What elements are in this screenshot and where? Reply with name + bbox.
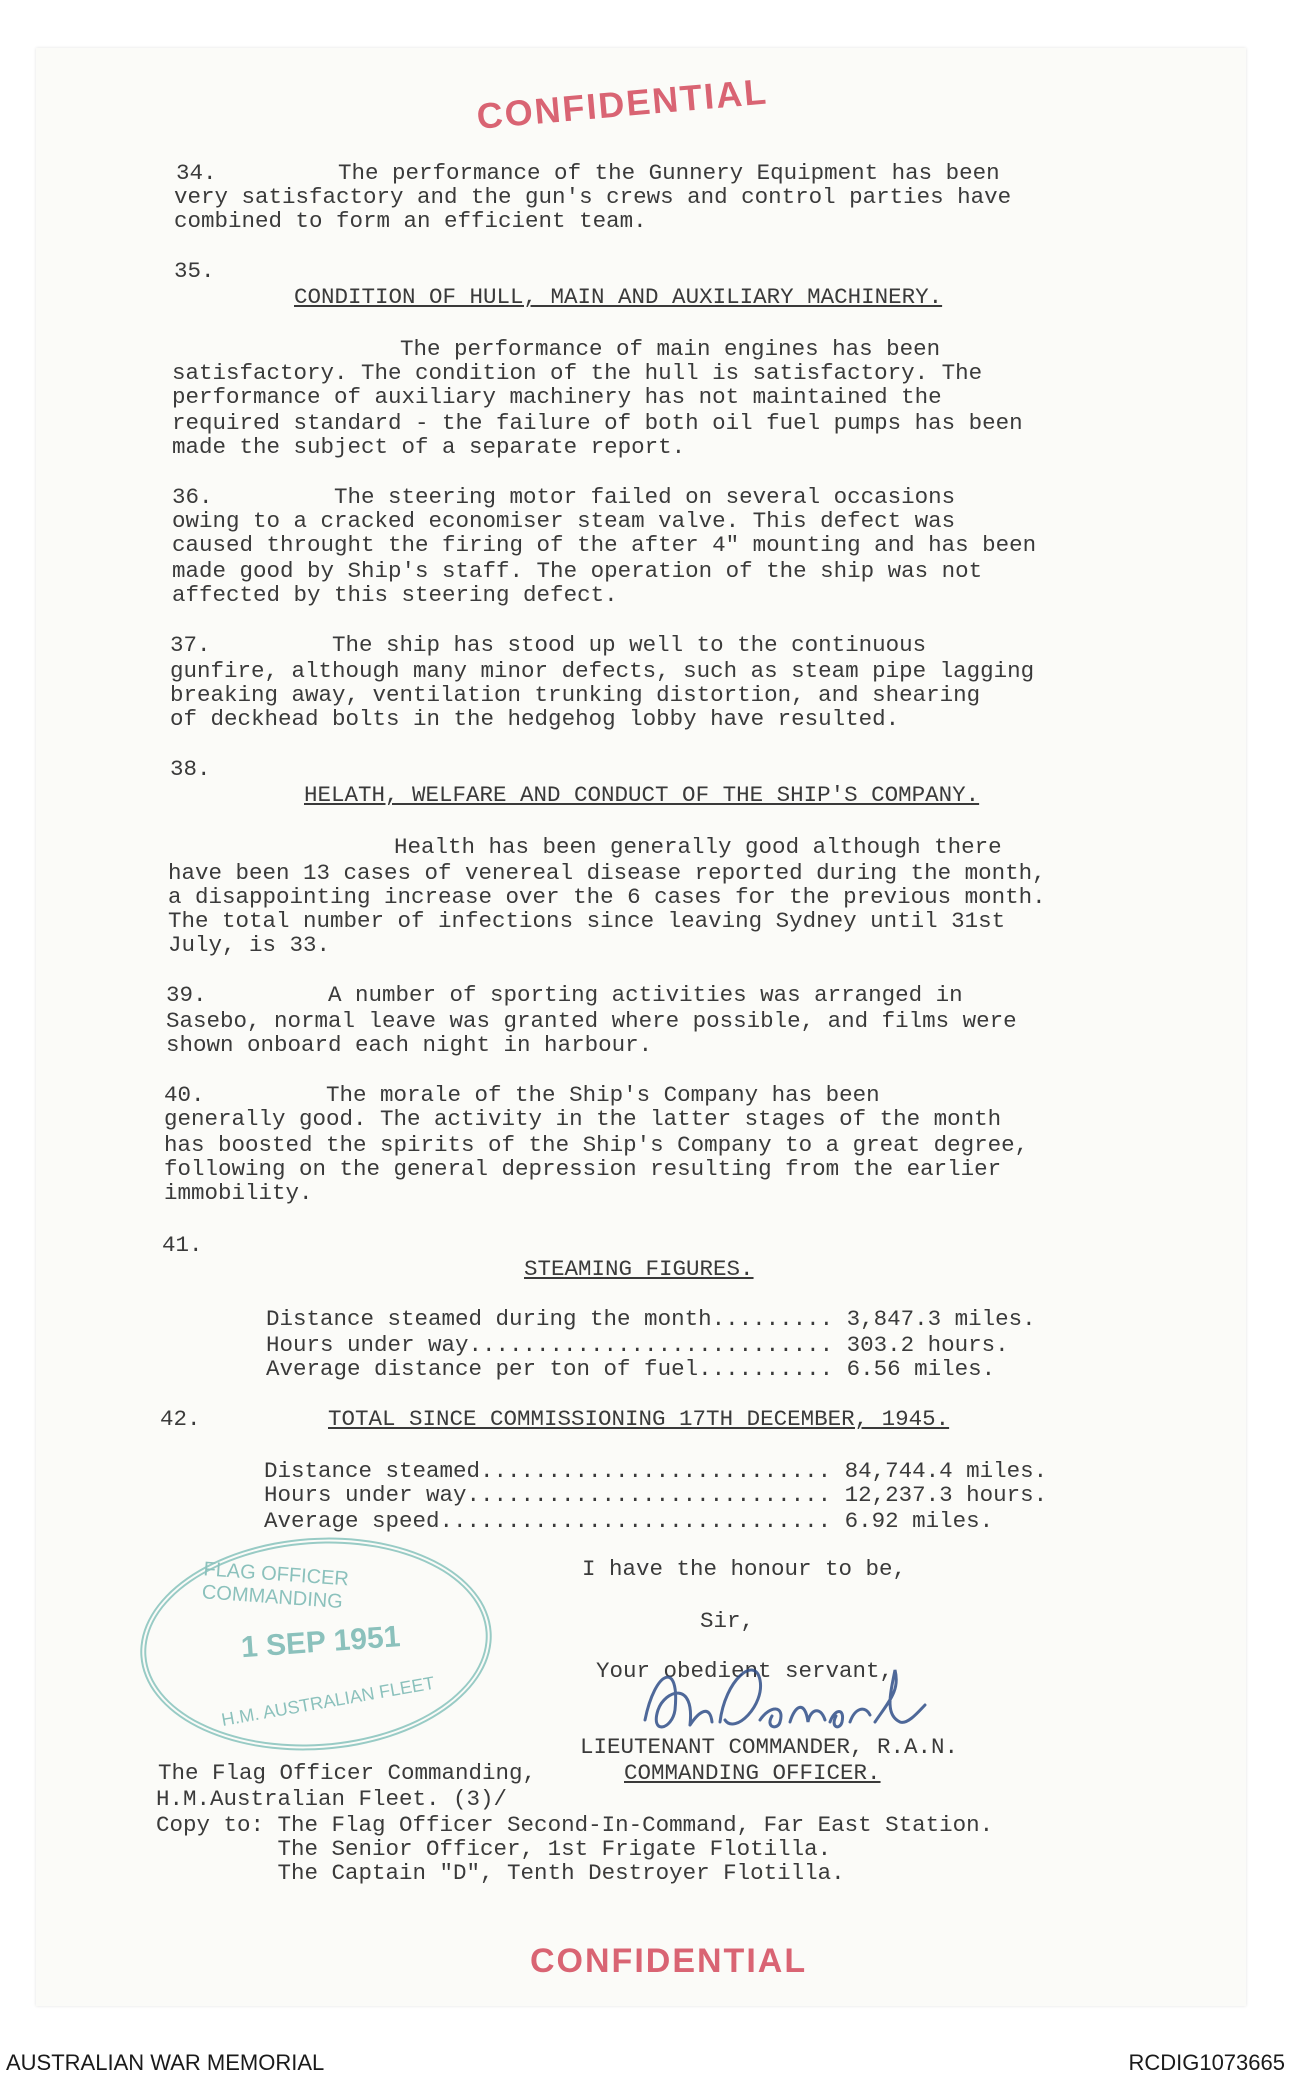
para-38-line-3: a disappointing increase over the 6 cases for the previous month. (168, 884, 1046, 910)
stamp-date-text: 1 SEP 1951 (239, 1620, 402, 1665)
para-34-line-2: very satisfactory and the gun's crews and control parties have (174, 184, 1012, 210)
copy-to-line-1: Copy to: The Flag Officer Second-In-Command, Far East Station. (156, 1812, 994, 1838)
para-40-line-5: immobility. (164, 1180, 313, 1206)
para-35-number: 35. (174, 258, 215, 284)
stamp-fleet-text: H.M. AUSTRALIAN FLEET (219, 1672, 437, 1730)
para-40-line-2: generally good. The activity in the latter stages of the month (164, 1106, 1002, 1132)
para-37-line-2: gunfire, although many minor defects, such as steam pipe lagging (170, 658, 1035, 684)
para-39-line-3: shown onboard each night in harbour. (166, 1032, 653, 1058)
para-36-line-1: 36. The steering motor failed on several occasions (172, 484, 956, 510)
closing-honour: I have the honour to be, (582, 1556, 907, 1582)
confidential-stamp-top: CONFIDENTIAL (475, 70, 770, 137)
para-36-line-2: owing to a cracked economiser steam valve. This defect was (172, 508, 956, 534)
para-38-number: 38. (170, 756, 211, 782)
total-distance-row: Distance steamed.......................... 84,744.4 miles. (264, 1458, 1048, 1484)
para-38-line-5: July, is 33. (168, 932, 331, 958)
para-40-line-1: 40. The morale of the Ship's Company has been (164, 1082, 880, 1108)
para-42-number: 42. (160, 1406, 201, 1432)
para-35-line-1: The performance of main engines has been (400, 336, 941, 362)
stamp-office-text: FLAG OFFICER COMMANDING (201, 1558, 350, 1614)
closing-servant: Your obedient servant, (596, 1658, 894, 1684)
heading-health-welfare: HELATH, WELFARE AND CONDUCT OF THE SHIP'S COMPANY. (304, 782, 980, 808)
signatory-title: COMMANDING OFFICER. (624, 1760, 881, 1786)
para-37-line-3: breaking away, ventilation trunking distortion, and shearing (170, 682, 981, 708)
footer-archive-name: AUSTRALIAN WAR MEMORIAL (6, 2050, 325, 2075)
total-speed-row: Average speed............................. 6.92 miles. (264, 1508, 994, 1534)
para-40-line-4: following on the general depression resulting from the earlier (164, 1156, 1002, 1182)
para-34-line-1: 34. The performance of the Gunnery Equipment has been (176, 160, 1000, 186)
footer-record-id: RCDIG1073665 (1128, 2050, 1285, 2075)
heading-steaming-figures: STEAMING FIGURES. (524, 1256, 754, 1282)
para-36-line-5: affected by this steering defect. (172, 582, 618, 608)
para-35-line-5: made the subject of a separate report. (172, 434, 686, 460)
para-41-number: 41. (162, 1232, 203, 1258)
heading-hull-machinery: CONDITION OF HULL, MAIN AND AUXILIARY MACHINERY. (294, 284, 943, 310)
para-38-line-2: have been 13 cases of venereal disease reported during the month, (168, 860, 1046, 886)
closing-sir: Sir, (700, 1608, 755, 1634)
para-38-line-4: The total number of infections since leaving Sydney until 31st (168, 908, 1006, 934)
addressee-line-1: The Flag Officer Commanding, (158, 1760, 537, 1786)
steaming-fuel-row: Average distance per ton of fuel.......... 6.56 miles. (266, 1356, 996, 1382)
copy-to-line-2: The Senior Officer, 1st Frigate Flotilla. (156, 1836, 832, 1862)
para-37-line-1: 37. The ship has stood up well to the continuous (170, 632, 927, 658)
para-34-line-3: combined to form an efficient team. (174, 208, 647, 234)
para-39-line-1: 39. A number of sporting activities was arranged in (166, 982, 963, 1008)
para-40-line-3: has boosted the spirits of the Ship's Company to a great degree, (164, 1132, 1029, 1158)
para-39-line-2: Sasebo, normal leave was granted where possible, and films were (166, 1008, 1017, 1034)
signatory-rank: LIEUTENANT COMMANDER, R.A.N. (580, 1734, 959, 1760)
heading-total-since-commissioning: TOTAL SINCE COMMISSIONING 17TH DECEMBER, 1945. (328, 1406, 950, 1432)
para-36-line-3: caused throught the firing of the after 4" mounting and has been (172, 532, 1037, 558)
para-35-line-2: satisfactory. The condition of the hull is satisfactory. The (172, 360, 983, 386)
para-35-line-3: performance of auxiliary machinery has not maintained the (172, 384, 942, 410)
confidential-stamp-bottom: CONFIDENTIAL (530, 1942, 808, 1980)
para-35-line-4: required standard - the failure of both oil fuel pumps has been (172, 410, 1023, 436)
steaming-hours-row: Hours under way........................... 303.2 hours. (266, 1332, 1009, 1358)
addressee-line-2: H.M.Australian Fleet. (3)/ (156, 1786, 508, 1812)
steaming-distance-row: Distance steamed during the month......... 3,847.3 miles. (266, 1306, 1036, 1332)
signature-image (640, 1650, 930, 1745)
total-hours-row: Hours under way........................... 12,237.3 hours. (264, 1482, 1048, 1508)
copy-to-line-3: The Captain "D", Tenth Destroyer Flotilla. (156, 1860, 845, 1886)
para-38-line-1: Health has been generally good although there (394, 834, 1002, 860)
para-36-line-4: made good by Ship's staff. The operation of the ship was not (172, 558, 983, 584)
para-37-line-4: of deckhead bolts in the hedgehog lobby have resulted. (170, 706, 900, 732)
